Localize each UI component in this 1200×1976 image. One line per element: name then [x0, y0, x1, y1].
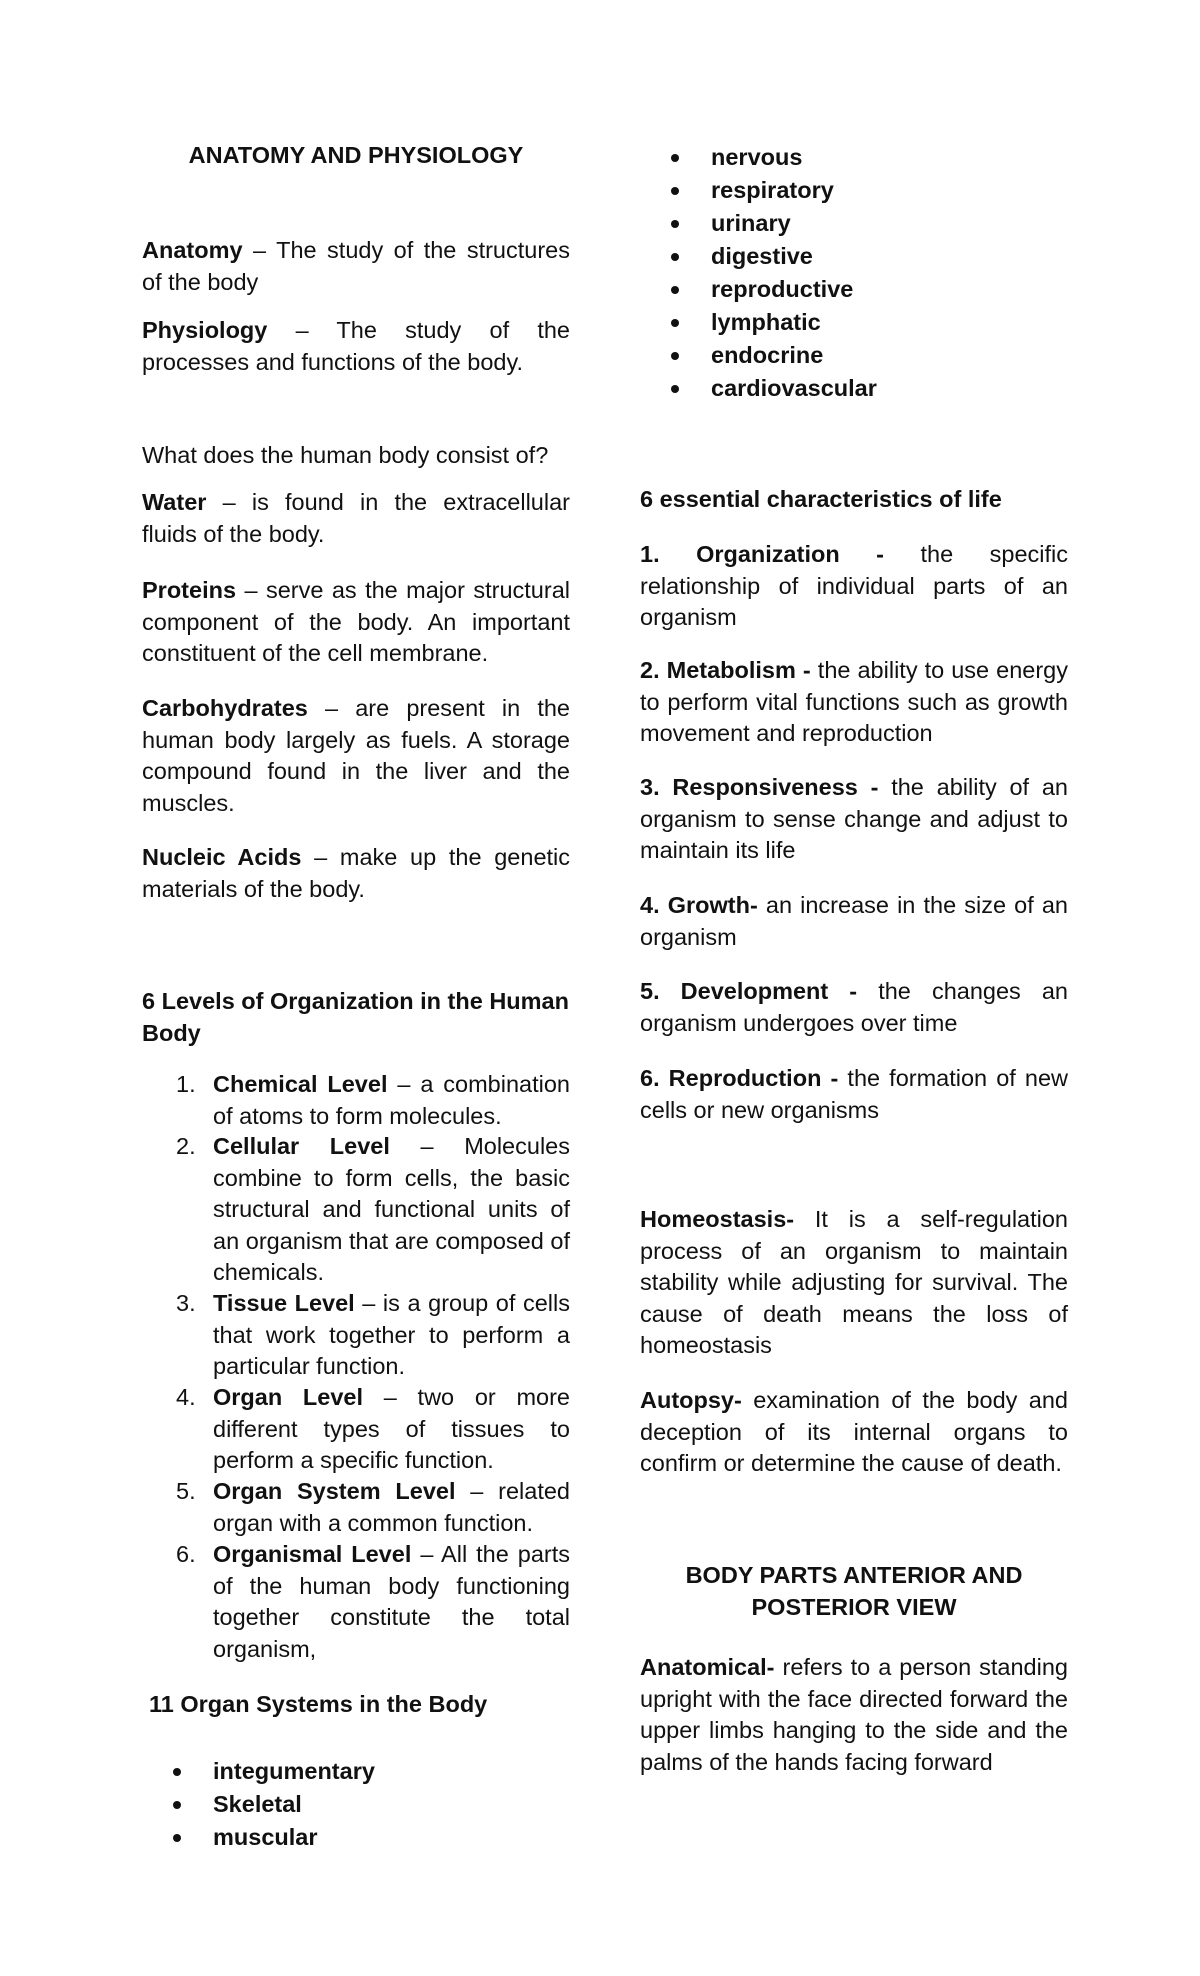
- component-water: Water – is found in the extracellular fluids of the body.: [142, 489, 570, 547]
- bullet-icon: [671, 352, 679, 360]
- list-item: respiratory: [640, 174, 1068, 207]
- component-proteins: Proteins – serve as the major structural component of the body. An important constituent of the cell membrane.: [142, 577, 570, 666]
- bullet-icon: [173, 1768, 181, 1776]
- anatomical-definition: Anatomical- refers to a person standing upright with the face directed forward the upper limbs hanging to the side and the palms of the hands facing forward: [640, 1654, 1068, 1775]
- characteristic-item: 1. Organization - the specific relationship of individual parts of an organism: [640, 541, 1068, 630]
- component-nucleic-acids: Nucleic Acids – make up the genetic materials of the body.: [142, 844, 571, 902]
- bullet-icon: [173, 1801, 181, 1809]
- list-item: reproductive: [640, 273, 1068, 306]
- bullet-icon: [671, 220, 679, 228]
- homeostasis-definition: Homeostasis- It is a self-regulation process of an organism to maintain stability while adjusting for survival. The cause of death means the loss of homeostasis: [640, 1206, 1068, 1358]
- list-item: endocrine: [640, 339, 1068, 372]
- organ-systems-heading: 11 Organ Systems in the Body: [149, 1691, 488, 1717]
- bullet-icon: [671, 154, 679, 162]
- list-item: nervous: [640, 141, 1068, 174]
- body-parts-heading: BODY PARTS ANTERIOR AND POSTERIOR VIEW: [685, 1562, 1023, 1620]
- list-item: digestive: [640, 240, 1068, 273]
- list-item: urinary: [640, 207, 1068, 240]
- list-item: cardiovascular: [640, 372, 1068, 405]
- bullet-icon: [671, 253, 679, 261]
- autopsy-definition: Autopsy- examination of the body and deception of its internal organs to confirm or determine the cause of death.: [640, 1387, 1068, 1476]
- levels-heading: 6 Levels of Organization in the Human Body: [142, 988, 569, 1046]
- body-composition-question: What does the human body consist of?: [142, 442, 549, 468]
- list-item: lymphatic: [640, 306, 1068, 339]
- characteristic-item: 3. Responsiveness - the ability of an organism to sense change and adjust to maintain its life: [640, 774, 1068, 863]
- list-item: Skeletal: [142, 1788, 570, 1821]
- characteristic-item: 2. Metabolism - the ability to use energy to perform vital functions such as growth movement and reproduction: [640, 657, 1068, 746]
- bullet-icon: [671, 385, 679, 393]
- page-title: ANATOMY AND PHYSIOLOGY: [188, 142, 524, 168]
- physiology-definition: Physiology – The study of the processes and functions of the body.: [142, 317, 570, 375]
- list-item: muscular: [142, 1821, 570, 1854]
- characteristic-item: 5. Development - the changes an organism undergoes over time: [640, 978, 1069, 1036]
- bullet-icon: [671, 319, 679, 327]
- component-carbohydrates: Carbohydrates – are present in the human body largely as fuels. A storage compound found in the liver and the muscles.: [142, 695, 570, 816]
- characteristic-item: 6. Reproduction - the formation of new cells or new organisms: [640, 1065, 1068, 1123]
- bullet-icon: [173, 1834, 181, 1842]
- bullet-icon: [671, 286, 679, 294]
- organ-systems-list: [142, 1755, 570, 1850]
- organ-systems-list-continued: [640, 141, 1068, 401]
- characteristics-heading: 6 essential characteristics of life: [640, 486, 1002, 512]
- bullet-icon: [671, 187, 679, 195]
- characteristic-item: 4. Growth- an increase in the size of an organism: [640, 892, 1068, 950]
- list-item: integumentary: [142, 1755, 570, 1788]
- anatomy-definition: Anatomy – The study of the structures of the body: [142, 237, 570, 295]
